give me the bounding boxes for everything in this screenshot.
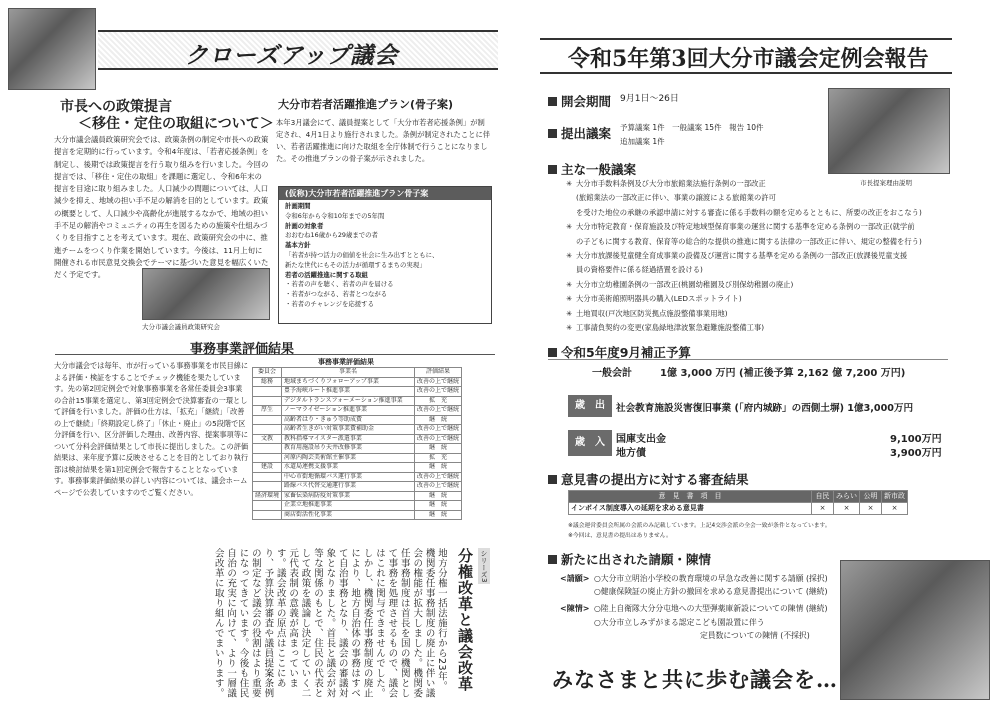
row-result: 改善の上で継続 <box>414 406 461 416</box>
petition-tag: <請願> <box>560 574 590 583</box>
row-project: 教育用施設吊り天井改修事業 <box>282 444 415 454</box>
table-row <box>253 444 462 454</box>
petition-2: ○健康保険証の廃止方針の撤回を求める意見書提出について (継続) <box>594 587 828 596</box>
row-committee: 文教 <box>253 434 282 444</box>
col-project: 事業名 <box>282 368 415 378</box>
in-row-1-val: 9,100万円 <box>890 434 942 445</box>
list-item-text: 工事請負契約の変更(家島緑地津波緊急避難施設整備工事) <box>576 323 765 333</box>
list-item <box>566 220 976 234</box>
list-item-text: 土地買収(戸次地区防災拠点施設整備事業用地) <box>576 308 728 318</box>
eval-rule <box>55 354 495 355</box>
row-result: 改善の上で継続 <box>414 482 461 492</box>
row-project: 企業立地推進事業 <box>282 501 415 511</box>
youth-box-line: 「若者が持つ活力の価値を社会に生み出すとともに、 <box>285 250 439 259</box>
list-item-text: を受けた地位の承継の承認申請に対する審査に係る手数料の額を定めるとともに、所要の改正をおこなう) <box>576 207 922 217</box>
bullet-icon: ✳ <box>566 294 573 304</box>
list-item-text: 大分市手数料条例及び大分市旅館業法施行条例の一部改正 <box>576 179 766 188</box>
table-row <box>253 482 462 492</box>
out-tag: 歳 出 <box>568 395 612 417</box>
bullet-icon: ✳ <box>566 279 573 289</box>
row-project: ノーマライゼーション推進事業 <box>282 406 415 416</box>
row-committee <box>253 501 282 511</box>
table-row <box>253 396 462 406</box>
chairman-photo <box>8 8 96 90</box>
policy-photo <box>142 268 270 320</box>
row-project: 河原内陶芸美術館主催事業 <box>282 453 415 463</box>
slogan: みなさまと共に歩む議会を… <box>552 667 838 692</box>
row-project: 中心市街地循環バス運行事業 <box>282 472 415 482</box>
out-text: 社会教育施設災害復旧事業 (「府内城跡」の西側土塀) 1億3,000万円 <box>616 403 914 414</box>
list-item-text: 大分市放課後児童健全育成事業の設備及び運営に関する基準を定める条例の一部改正(放課後児童支援 <box>576 251 908 261</box>
table-row <box>253 387 462 397</box>
youth-box-line: 計画の対象者 <box>285 221 324 230</box>
table-row <box>253 463 462 473</box>
bills-line1: 予算議案 1件 一般議案 15件 報告 10件 <box>620 123 764 132</box>
table-row <box>253 472 462 482</box>
list-item-text: 大分市立幼稚園条例の一部改正(桃園幼稚園及び別保幼稚園の廃止) <box>576 279 794 289</box>
general-account: 一般会計 <box>592 368 632 379</box>
row-result: 拡 充 <box>414 396 461 406</box>
table-row <box>253 415 462 425</box>
row-result: 改善の上で継続 <box>414 425 461 435</box>
row-project: 教科指導マイスター派遣事業 <box>282 434 415 444</box>
list-item <box>566 177 976 191</box>
youth-box-line: ・若者がつながる、若者とつながる <box>285 290 388 299</box>
opinion-note-1: ※議会運営委員会所属の会派のみ記載しています。上記4交渉会派の全会一致が条件となっています。 <box>568 523 831 529</box>
row-project: 高齢者生きがい対策事業費補助金 <box>282 425 415 435</box>
op-r3: × <box>860 503 882 515</box>
bullet-icon: ✳ <box>566 308 573 318</box>
col-committee: 委員会 <box>253 368 282 378</box>
row-committee: 厚生 <box>253 406 282 416</box>
petition-1: ○大分市立明治小学校の教育環境の早急な改善に関する請願 (採択) <box>594 574 828 583</box>
op-h3: 公明 <box>860 491 882 503</box>
youth-box-line: 新たな世代にもその活力が循環するまちの実現」 <box>285 260 426 269</box>
opinion-table <box>568 490 908 515</box>
budget-amount: 1億 3,000 万円 (補正後予算 2,162 億 7,200 万円) <box>660 368 906 379</box>
list-item-text: (旅館業法の一部改正に伴い、事業の譲渡による旅館業の許可 <box>576 193 776 203</box>
row-committee: 建設 <box>253 463 282 473</box>
in-row-1-key: 国庫支出金 <box>616 434 666 445</box>
row-result: 継 続 <box>414 491 461 501</box>
budget-label: 令和5年度9月補正予算 <box>548 343 691 361</box>
table-row <box>253 510 462 520</box>
youth-box-line: 基本方針 <box>285 241 311 250</box>
list-item-text: 員の資格要件に係る経過措置を設ける) <box>576 265 703 275</box>
bullet-icon: ✳ <box>566 179 573 188</box>
youth-box-line: 令和6年から令和10年までの5年間 <box>285 211 385 220</box>
row-committee <box>253 453 282 463</box>
report-title: 令和5年第3回大分市議会定例会報告 <box>568 46 929 72</box>
policy-subtitle: ＜移住・定住の取組について＞ <box>78 116 274 132</box>
list-item <box>566 191 976 205</box>
row-project: 水道局連携支援事業 <box>282 463 415 473</box>
op-h4: 新市政 <box>882 491 908 503</box>
table-row <box>253 377 462 387</box>
eval-title: 事務事業評価結果 <box>190 342 295 357</box>
row-result: 改善の上で継続 <box>414 377 461 387</box>
list-item-text: の子どもに関する教育、保育等の総合的な提供の推進に関する法律の一部改正に伴い、規定の整備を行う) <box>576 236 922 246</box>
row-result: 改善の上で継続 <box>414 472 461 482</box>
bills-label: 提出議案 <box>548 124 611 142</box>
row-committee <box>253 472 282 482</box>
op-h1: 自民 <box>812 491 834 503</box>
list-item <box>566 292 976 306</box>
eval-table <box>252 367 462 520</box>
youth-body: 本年3月議会にて、議員提案として「大分市若者応援条例」が制定され、4月1日より施行されました。条例が制定されたことに伴い、若者活躍推進に向けた取組を全庁体制で行うことになりました。その推進プランの骨子案が示されました。 <box>276 118 491 163</box>
reform-title: 分権改革と議会改革 <box>456 548 474 692</box>
row-committee <box>253 482 282 492</box>
assembly-photo <box>828 88 950 174</box>
chinjo-2: ○大分市立しみずがまる認定こども園設置に伴う <box>594 618 765 627</box>
youth-box-line: ・若者のチャレンジを応援する <box>285 299 374 308</box>
row-project: 高齢者はり・きゅう等助成費 <box>282 415 415 425</box>
bullet-icon: ✳ <box>566 323 573 333</box>
table-row <box>253 425 462 435</box>
list-item <box>566 321 976 335</box>
row-committee <box>253 415 282 425</box>
photo-caption: 市長提案理由説明 <box>860 179 912 187</box>
row-result: 改善の上で継続 <box>414 434 461 444</box>
row-result: 継 続 <box>414 463 461 473</box>
table-row <box>253 491 462 501</box>
row-project: 商店街活性化事業 <box>282 510 415 520</box>
youth-box-line: おおむね16歳から29歳までの者 <box>285 231 378 240</box>
row-committee: 総務 <box>253 377 282 387</box>
row-project: 路線バス代替交通運行事業 <box>282 482 415 492</box>
table-row <box>253 406 462 416</box>
youth-title: 大分市若者活躍推進プラン(骨子案) <box>278 98 454 111</box>
bullet-icon: ✳ <box>566 251 573 261</box>
youth-box-line: ・若者の声を聴く、若者の声を届ける <box>285 280 394 289</box>
eval-body: 大分市議会では毎年、市が行っている事務事業を市民目線による評価・検証をすることでチェック機能を果たしています。先の第2回定例会で対象事務事業を各常任委員会3事業の合計15事業を選定し、第3回定例会で決算審査の一環として評価を行いました。評価の仕方は、「拡充」「継続」「改善の上で継続」「終期設定し終了」「休止・廃止」の5段階で区分評価を行い、区分評価した理由、改善内容、提案事項等について分科会評価結果として市長に提出しました。この評価結果は、来年度予算に反映させることを目的としており執行部は検討結果を第1回定例会で報告することとなっています。事務事業評価結果の詳しい内容については、議会ホームページで公表していますのでご覧ください。 <box>54 361 249 497</box>
row-result: 改善の上で継続 <box>414 387 461 397</box>
general-list <box>566 177 976 335</box>
op-r4: × <box>882 503 908 515</box>
row-result: 継 続 <box>414 444 461 454</box>
list-item <box>566 249 976 263</box>
row-project: 豊予海峡ルート推進事業 <box>282 387 415 397</box>
op-h0: 意 見 書 項 目 <box>569 491 812 503</box>
row-result: 継 続 <box>414 415 461 425</box>
policy-caption: 大分市議会議員政策研究会 <box>142 323 220 331</box>
row-result: 継 続 <box>414 510 461 520</box>
period-value: 9月1日～26日 <box>620 94 679 104</box>
petition-label: 新たに出された請願・陳情 <box>548 550 711 568</box>
opinion-note-2: ※今回は、意見書の提出はありません。 <box>568 533 672 539</box>
reform-body: 地方分権一括法施行から23年。機関委任事務制度の廃止に伴い議会の権能が拡大しました。機関委任事務制度は首長を国の機関として事務を処理させるもので、議会はこれに関与できませんでした。しかし、機関委任事務制度の廃止により、地方自治体の事務はすべて自治事務となり、議会の審議対象となりました。首長と議会が対等な関係のもとで、住民の代表として政策を議論し決定していく二元代表制の意義が高まっています。議会改革の原点はここにあり、予算決算審査や議員提案条例の制定など議会の役割はより重要になってきています。今後も住民自治の充実に向けて、より一層議会改革に取り組んでまいります。 <box>212 548 447 698</box>
in-row-2-val: 3,900万円 <box>890 448 942 459</box>
general-label: 主な一般議案 <box>548 160 636 178</box>
list-item <box>566 307 976 321</box>
op-r2: × <box>834 503 860 515</box>
row-committee: 経済環境 <box>253 491 282 501</box>
period-label: 開会期間 <box>548 92 611 110</box>
row-result: 継 続 <box>414 501 461 511</box>
in-row-2-key: 地方債 <box>616 448 646 459</box>
op-r1: × <box>812 503 834 515</box>
banner-title: クローズアップ議会 <box>185 43 399 69</box>
mayor-photo <box>840 560 990 700</box>
list-item <box>566 235 976 249</box>
budget-rule <box>548 359 948 360</box>
row-project: 家畜伝染病防疫対策事業 <box>282 491 415 501</box>
row-committee <box>253 444 282 454</box>
row-committee <box>253 425 282 435</box>
opinion-label: 意見書の提出方に対する審査結果 <box>548 470 749 488</box>
op-h2: みらい <box>834 491 860 503</box>
chinjo-1: ○陸上自衛隊大分分屯地への大型弾薬庫新設についての陳情 (継続) <box>594 604 828 613</box>
row-committee <box>253 396 282 406</box>
op-r0: インボイス制度導入の延期を求める意見書 <box>569 503 812 515</box>
table-row <box>253 434 462 444</box>
chinjo-3: 定員数についての陳情 (不採択) <box>700 631 810 640</box>
chinjo-tag: <陳情> <box>560 604 590 613</box>
table-row <box>253 501 462 511</box>
row-project: デジタルトランスフォーメーション推進事業 <box>282 396 415 406</box>
row-committee <box>253 387 282 397</box>
eval-table-title: 事務事業評価結果 <box>318 358 374 366</box>
row-committee <box>253 510 282 520</box>
list-item-text: 大分市美術館照明器具の購入(LEDスポットライト) <box>576 294 742 304</box>
youth-box-line: 計画期間 <box>285 202 311 210</box>
bullet-icon: ✳ <box>566 222 573 232</box>
row-result: 拡 充 <box>414 453 461 463</box>
list-item <box>566 206 976 220</box>
list-item-text: 大分市特定教育・保育施設及び特定地域型保育事業の運営に関する基準を定める条例の一部改正(就学前 <box>576 222 915 232</box>
col-result: 評価結果 <box>414 368 461 378</box>
policy-title: 市長への政策提言 <box>60 99 172 115</box>
youth-box-title: (仮称)大分市若者活躍推進プラン骨子案 <box>279 187 491 200</box>
row-project: 地域まちづくりフォローアップ事業 <box>282 377 415 387</box>
table-row <box>253 453 462 463</box>
list-item <box>566 263 976 277</box>
policy-body: 大分市議会議員政策研究会では、政策条例の制定や市長への政策提言を定期的に行っています。令和4年度は、「若者応援条例」を制定し、後期では政策提言を行う取り組みを行いました。今回の提言では、「移住・定住の取組」を課題に選定し、令和6年末の提言を目途に取り組みました。人口減少の問題については、人口減少を抑え、地域の担い手不足の解消を目的としています。政策の概要として、人口減少や高齢化が進展するなかで、地域の担い手不足の解消やコミュニティの再生を図るための施策や仕組みづくりを目指すことを考えています。現在、政策研究会の中に、推進チームをつくり作業を開始しています。今後は、11月上旬に開催される市民意見交換会でテーマに基づいた意見を幅広くいただく予定です。 <box>54 135 269 280</box>
in-tag: 歳 入 <box>568 430 612 456</box>
youth-box-line: 若者の活躍推進に関する取組 <box>285 270 369 279</box>
reform-series: シリーズ3 <box>480 550 488 583</box>
youth-box <box>278 186 492 324</box>
list-item <box>566 278 976 292</box>
bills-line2: 追加議案 1件 <box>620 137 665 146</box>
